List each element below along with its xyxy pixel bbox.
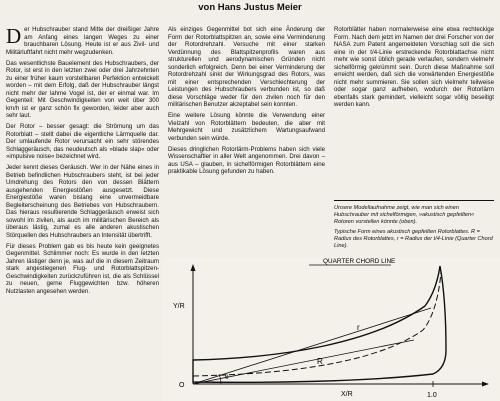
paragraph: Rotorblätter haben normalerweise eine etwa rechteckige Form. Nach dem jetzt im Namen der drei Forscher von der NASA zum Patent angemeldeten Vorschlag soll die sich eine in der t/4-Linie erstreckende Rotorblattachse nicht mehr wie sonst üblich gerade verlaufen, sondern vielmehr sichelförmig gekrümmt sein. Durch diese Maßnahme soll erreicht werden, daß sich die vorwärtenden Energiestöße nicht mehr summieren. Sie sollen sich vielmehr teilweise oder sogar ganz aufheben, wodurch der Rotorlärm ebenfalls stark gemindert, vielleicht sogar völlig beseitigt werden kann. <box>334 26 494 108</box>
theta-label: θ <box>225 374 229 381</box>
figure-caption: Typische Form eines akustisch gepfeilten Rotorblattes. R = Radius des Rotorblattes, r = Radius der t/4-Linie (Quarter Chord Line). <box>334 229 493 249</box>
x-axis-label: X/R <box>341 391 353 398</box>
x-end-label: 1.0 <box>427 392 437 399</box>
paragraph: Eine weitere Lösung könnte die Verwendung einer Vielzahl von Rotorblättern bedeuten, die aber mit Mehrgewicht und zusätzlichem Wartungsaufwand verbunden sein würde. <box>168 112 325 142</box>
paragraph: Für dieses Problem gab es bis heute kein geeignetes Gegenmittel. Schlimmer noch: Es wurde in den letzten Jahren lästiger denn je, was auf die in diesem Zeitraum stark angestiegenen Flug- und Rotorblattspitzen-Geschwindigkeiten zurückzuführen ist, die als Schlüssel zu neuen, gerne Fluggewichten bzw. höheren Nutzlasten angesehen werden. <box>6 242 159 295</box>
r-label: r <box>357 323 360 332</box>
caption-divider <box>334 200 494 201</box>
R-label: R <box>317 357 323 366</box>
paragraph: Dieses dringlichen Rotorlärm-Problems haben sich viele Wissenschaftler in aller Welt angenommen. Drei davon – aus USA – glauben, in sichelförmigen Rotorblättern eine praktikable Lösung gefunden zu haben. <box>168 145 325 175</box>
paragraph-text: er Hubschrauber stand Mitte der dreißiger Jahre am Anfang eines langen Weges zu einer brauchbaren Lösung. Heute ist er aus Zivil- und Militärluftfahrt nicht mehr wegzudenken. <box>6 26 159 56</box>
quarter-chord-label: QUARTER CHORD LINE <box>323 258 396 265</box>
paragraph: Jeder kennt dieses Geräusch. Wer in der Nähe eines in Betrieb befindlichen Hubschraubers steht, ist bei jeder Umdrehung des Rotors den von dessen Blättern ausgehenden Energiestößen ausgesetzt. Diese Energiestöße waren bislang eine unvermeidbare Begleiterscheinung des Betriebes von Hubschraubern. Das hieraus resultierende Schlaggeräusch erweist sich sowohl im zivilen, als auch im militärischen Bereich als überaus lästig, zumal es alle anderen akustischen Störquellen des Hubschraubers an Intensität übertrifft. <box>6 164 159 239</box>
drop-cap: D <box>6 24 22 48</box>
paragraph <box>6 26 159 56</box>
paragraph: Das wesentlichste Bauelement des Hubschraubers, der Rotor, ist erst in den letzten zwei oder drei Jahrzehnten zu einer früher kaum vorstellbaren Perfektion entwickelt worden – mit dem Erfolg, daß der Hubschrauber längst nicht mehr der lahme Vogel ist, der er einmal war. Im Gegenteil: Mit Geschwindigkeiten von weit über 300 km/h ist er ganz schön fix geworden, leider aber auch sehr laut. <box>6 59 159 119</box>
rotor-blade-diagram <box>163 258 500 401</box>
photo-caption: Unsere Modellaufnahme zeigt, wie man sich einen Hubschrauber mit sichelförmigen, »akustisch gepfeilten« Rotoren vorstellen könnte (oben). <box>334 205 475 225</box>
article-column-3 <box>334 26 494 112</box>
paragraph: Als einziges Gegenmittel bot sich eine Änderung der Form der Rotorblattspitzen an, sowie eine Verminderung der Rotordrehzahl. Versuche mit einer starken Verdünnung des Blattspitzenprofils waren aus strukturellen und aerodynamischen Gründen nicht sonderlich erfolgreich. Denn bei einer Verminderung der Rotordrehzahl sinkt der Wirkungsgrad des Rotors, was mit einer entsprechenden Verschlechterung der Leistungen des Hubschraubers verbunden ist, so daß diese Vorschläge weder für den zivilen noch für den militärischen Benutzer akzeptabel sein konnten. <box>168 26 325 108</box>
y-axis-label: Y/R <box>173 303 185 310</box>
paragraph: Der Rotor – besser gesagt: die Strömung um das Rotorblatt – stellt dabei die eigentliche Lärmquelle dar. Der umlaufende Rotor verursacht ein sehr störendes Schlaggeräusch, das neudeutsch als »blade slap« oder »impulsive noise« bezeichnet wird. <box>6 123 159 160</box>
origin-label: O <box>179 382 185 389</box>
author-byline: von Hans Justus Meier <box>198 2 302 13</box>
article-column-1 <box>6 26 159 299</box>
article-column-2 <box>168 26 325 179</box>
